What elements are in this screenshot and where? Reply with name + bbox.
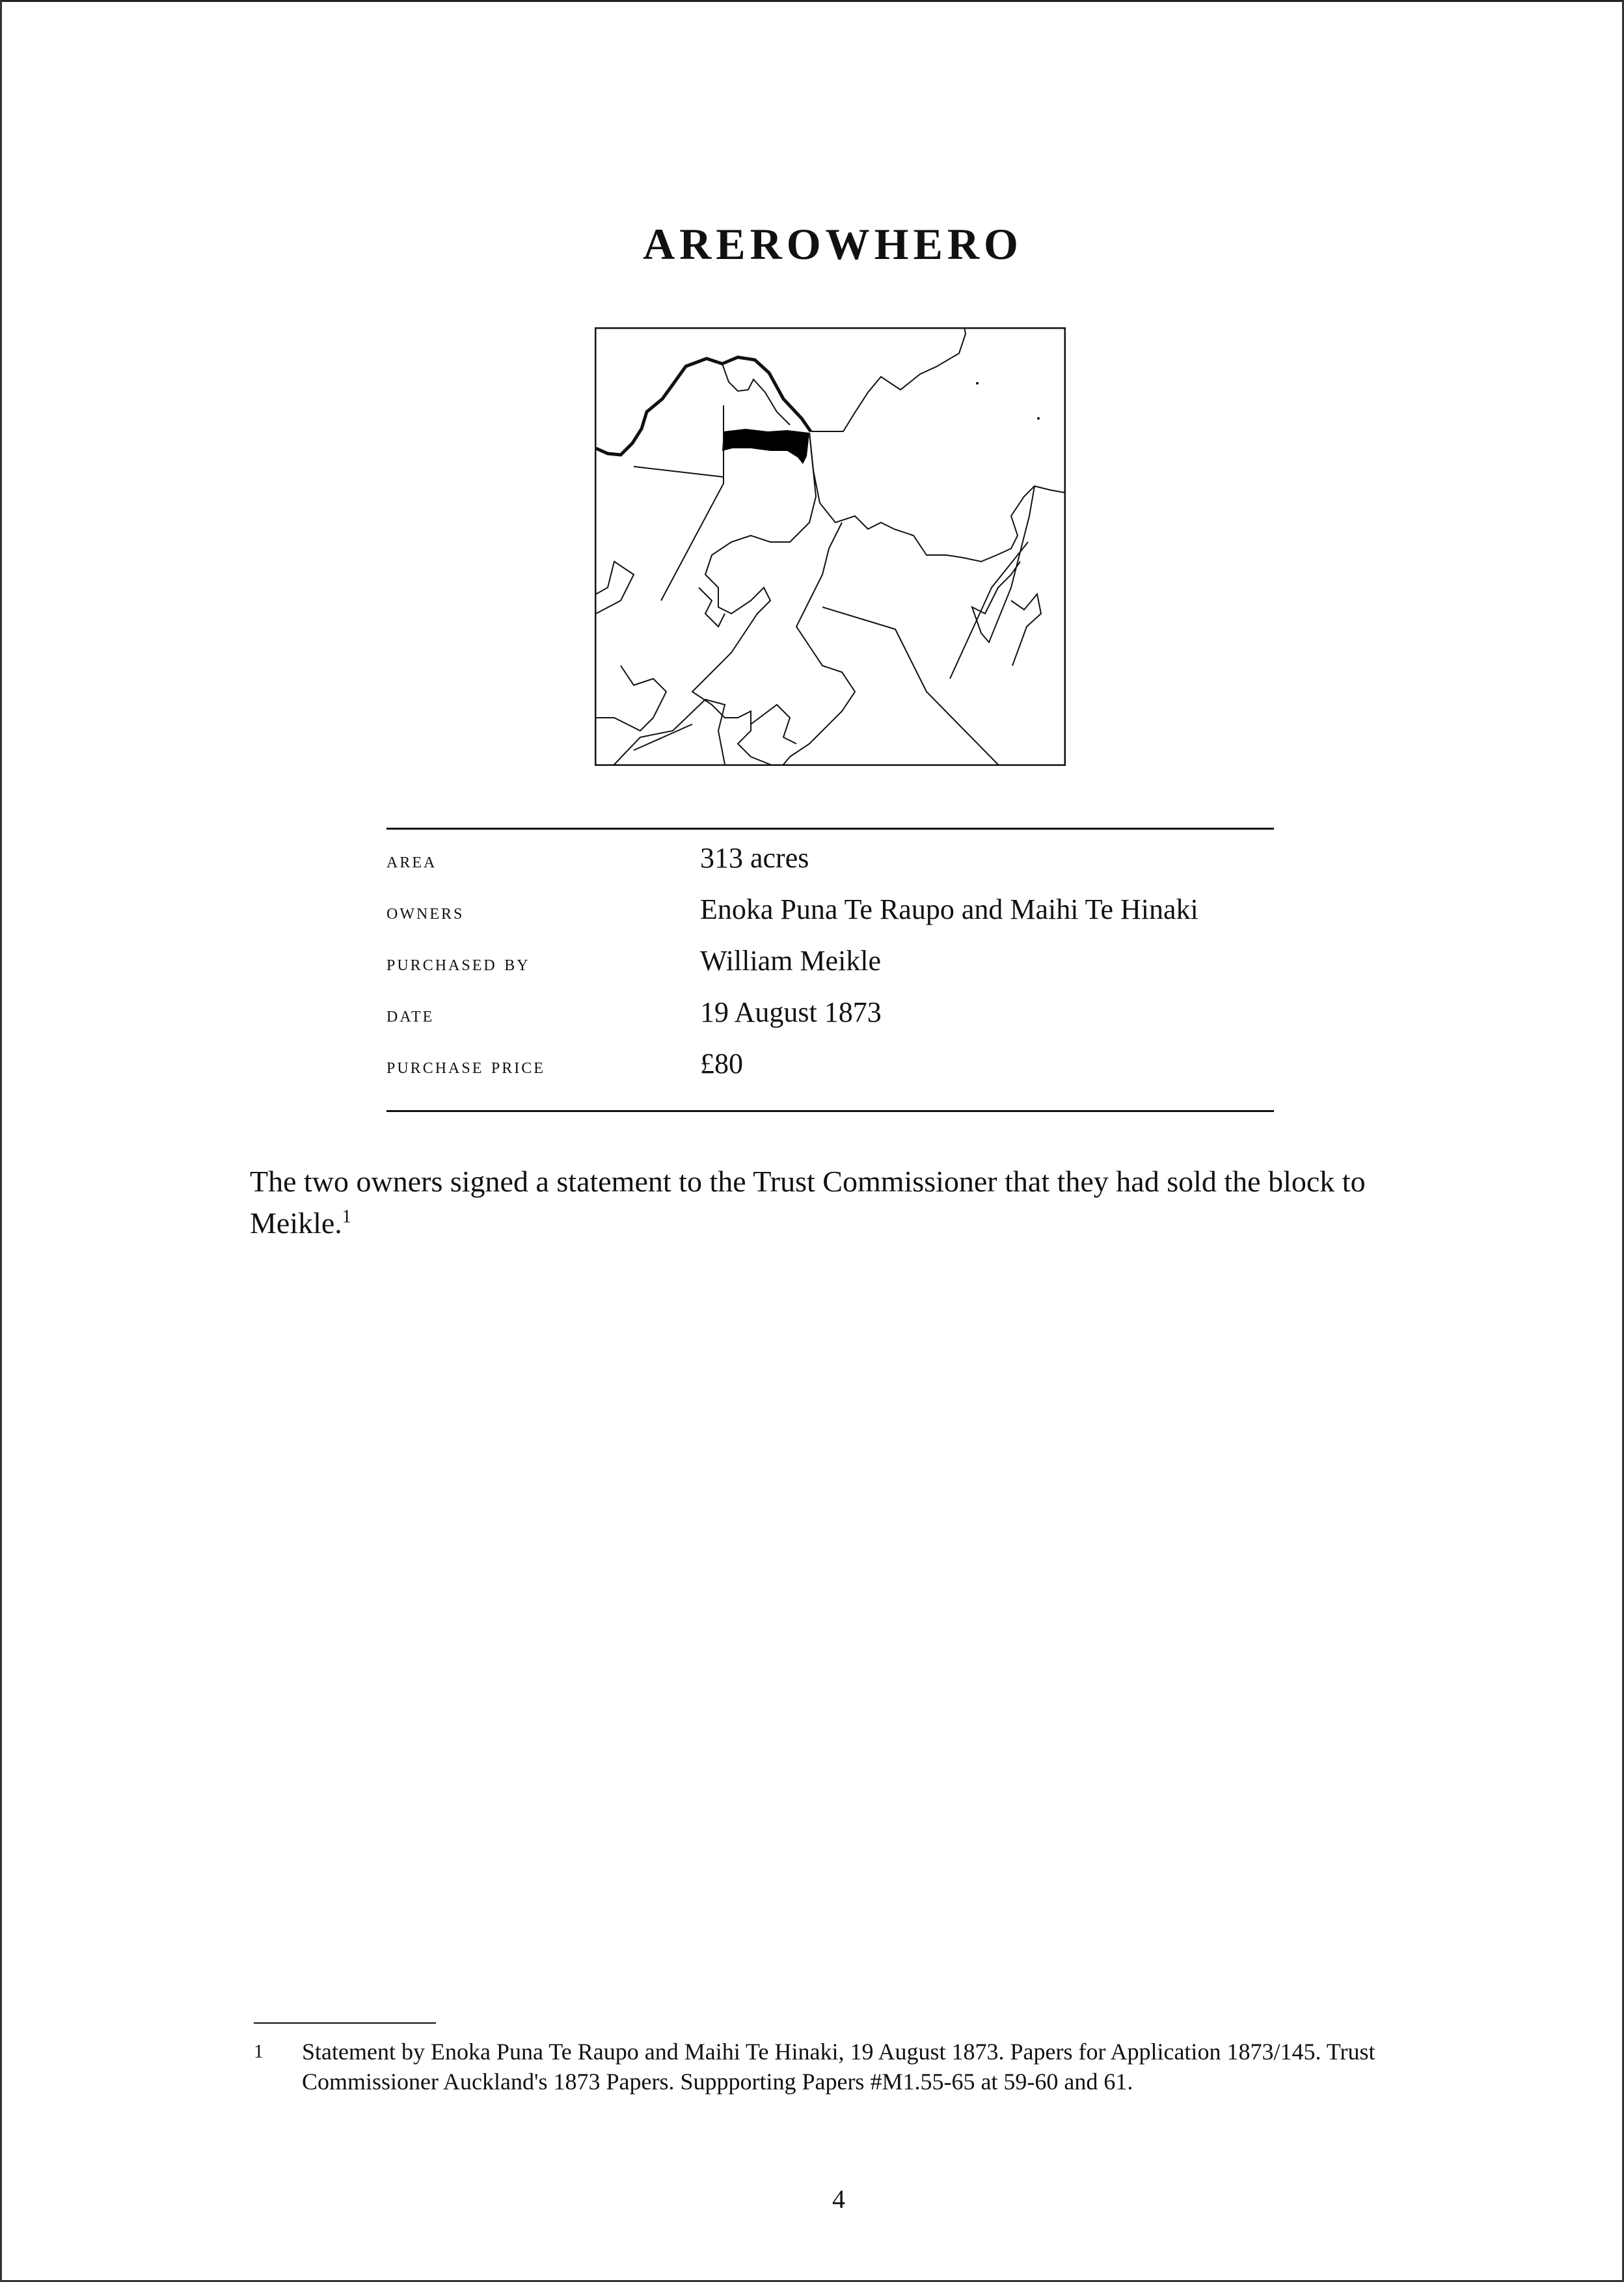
map-dot-1	[976, 382, 979, 385]
location-map-svg	[595, 327, 1066, 766]
page-number: 4	[832, 2184, 845, 2214]
footnote-reference: 1	[342, 1206, 351, 1227]
details-label: owners	[386, 900, 465, 924]
details-label: purchase price	[386, 1054, 545, 1078]
footnote	[254, 2037, 1412, 2097]
details-value: 19 August 1873	[700, 996, 882, 1028]
details-label: purchased by	[386, 951, 530, 975]
details-row-area	[386, 841, 1274, 893]
block-details-table	[386, 828, 1274, 1112]
details-label: area	[386, 849, 437, 873]
details-label: date	[386, 1003, 435, 1027]
footnote-divider	[254, 2022, 436, 2024]
details-value: 313 acres	[700, 842, 809, 874]
page-border-top	[0, 0, 1624, 2]
details-row-purchased-by	[386, 944, 1274, 996]
details-value: £80	[700, 1048, 743, 1080]
footnote-text: Statement by Enoka Puna Te Raupo and Maihi Te Hinaki, 19 August 1873. Papers for Application 1873/145. Trust Commissioner Auckland's 1873 Papers. Suppporting Papers #M1.55-65 at 59-60 and 61.	[302, 2039, 1375, 2095]
details-row-date	[386, 996, 1274, 1047]
details-row-purchase-price	[386, 1047, 1274, 1098]
body-paragraph-text: The two owners signed a statement to the Trust Commissioner that they had sold the block to Meikle.	[250, 1165, 1366, 1240]
map-dot-2	[1037, 417, 1040, 420]
body-paragraph	[250, 1161, 1421, 1244]
page-title: AREROWHERO	[643, 219, 1023, 269]
details-row-owners	[386, 893, 1274, 944]
details-value: William Meikle	[700, 945, 882, 977]
footnote-number: 1	[254, 2041, 264, 2062]
page-border-left	[0, 0, 2, 2282]
location-map	[595, 327, 1066, 766]
details-value: Enoka Puna Te Raupo and Maihi Te Hinaki	[700, 893, 1198, 925]
